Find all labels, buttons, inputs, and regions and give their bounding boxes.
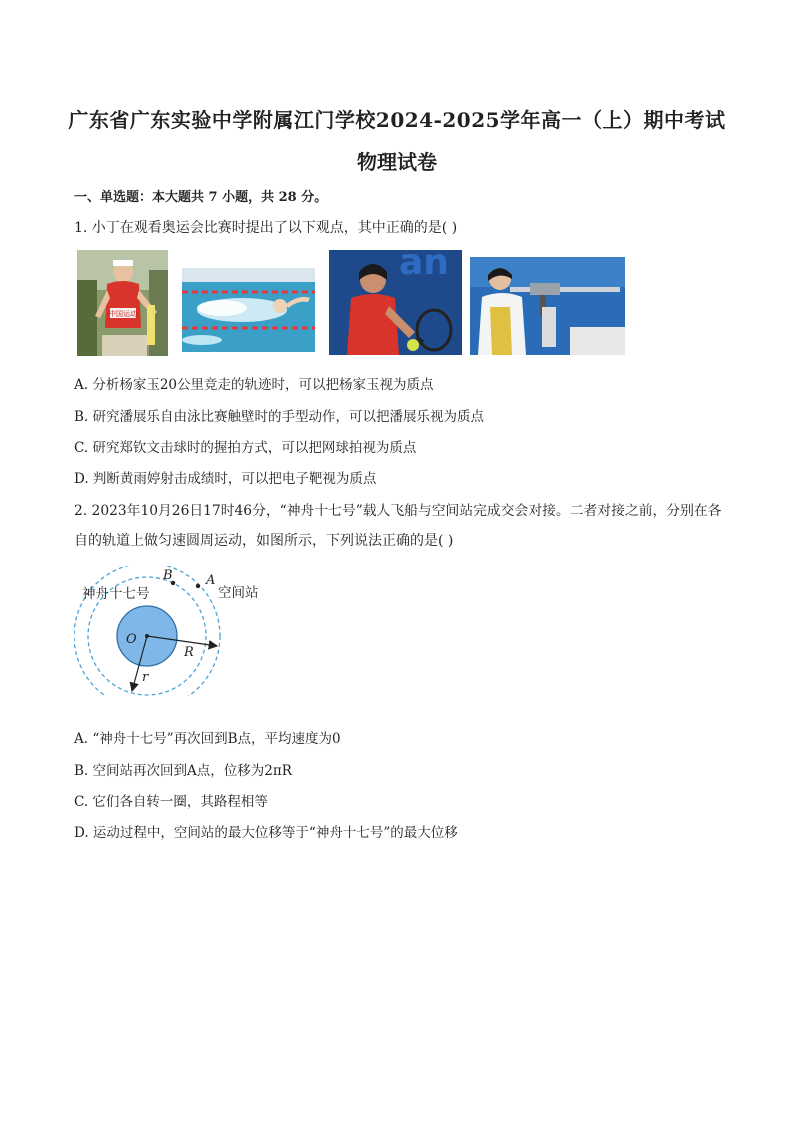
question-1-option-c: C. 研究郑钦文击球时的握拍方式，可以把网球拍视为质点: [74, 440, 417, 456]
question-1-option-b: B. 研究潘展乐自由泳比赛触壁时的手型动作，可以把潘展乐视为质点: [74, 409, 485, 425]
question-2-stem-line1: 2. 2023年10月26日17时46分，“神舟十七号”载人飞船与空间站完成交会对接。二者对接之前，分别在各: [74, 503, 722, 519]
label-shenzhou: 神舟十七号: [82, 586, 150, 602]
question-2-option-b: B. 空间站再次回到A点，位移为2πR: [74, 763, 292, 779]
question-1-stem: 1. 小丁在观看奥运会比赛时提出了以下观点，其中正确的是( ): [74, 220, 458, 236]
question-2-option-d: D. 运动过程中，空间站的最大位移等于“神舟十七号”的最大位移: [74, 825, 458, 841]
point-A: [196, 584, 200, 588]
question-1-option-d: D. 判断黄雨婷射击成绩时，可以把电子靶视为质点: [74, 471, 377, 487]
exam-subtitle: 物理试卷: [357, 150, 437, 174]
exam-title: 广东省广东实验中学附属江门学校2024-2025学年高一（上）期中考试: [68, 108, 726, 132]
photo-swimmer: [182, 268, 315, 352]
orbit-diagram: [74, 566, 304, 700]
label-O: O: [126, 632, 137, 647]
label-B: B: [163, 568, 173, 583]
label-R: R: [184, 645, 194, 660]
label-r: r: [142, 670, 149, 685]
section-heading: 一、单选题：本大题共 7 小题，共 28 分。: [74, 190, 328, 205]
question-2-stem-line2: 自的轨道上做匀速圆周运动，如图所示，下列说法正确的是( ): [74, 533, 454, 549]
svg-text:an: an: [399, 250, 449, 283]
photo-shooter: [470, 257, 625, 355]
question-2-option-a: A. “神舟十七号”再次回到B点，平均速度为0: [74, 731, 341, 747]
photo-race-walker: [77, 250, 168, 356]
label-space-station: 空间站: [218, 585, 259, 601]
photo-bib-text: 中国运动: [109, 310, 137, 318]
label-A: A: [206, 573, 216, 588]
question-1-option-a: A. 分析杨家玉20公里竞走的轨迹时，可以把杨家玉视为质点: [74, 377, 434, 393]
photo-tennis-player: [329, 250, 462, 355]
question-2-option-c: C. 它们各自转一圈，其路程相等: [74, 794, 268, 810]
